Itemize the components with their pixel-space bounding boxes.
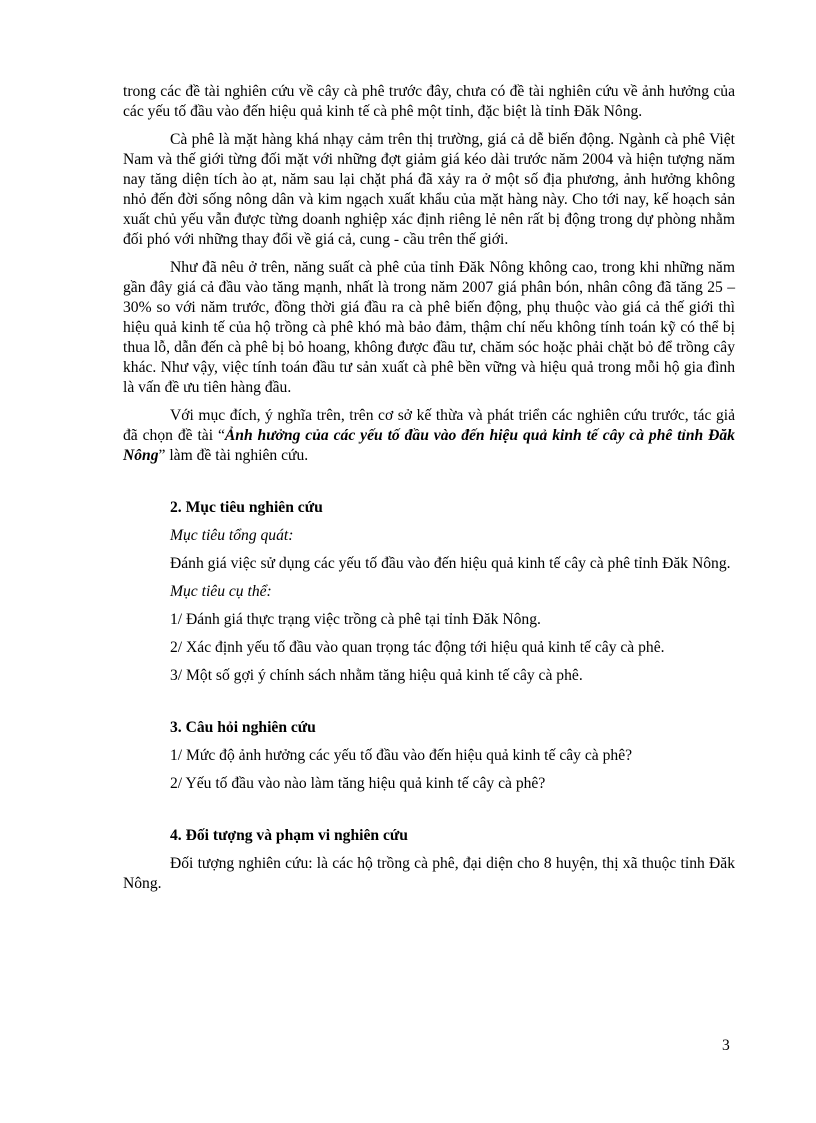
general-objective-text: Đánh giá việc sử dụng các yếu tố đầu vào đến hiệu quả kinh tế cây cà phê tỉnh Đăk Nông. bbox=[170, 555, 731, 572]
research-subject-text: Đối tượng nghiên cứu: là các hộ trồng cà phê, đại diện cho 8 huyện, thị xã thuộc tỉnh Đăk Nông. bbox=[123, 855, 735, 892]
paragraph-topic-selection bbox=[123, 406, 735, 466]
objective-item: 1/ Đánh giá thực trạng việc trồng cà phê tại tỉnh Đăk Nông. bbox=[170, 611, 541, 628]
section-3-heading: 3. Câu hỏi nghiên cứu bbox=[170, 719, 316, 736]
objective-item: 3/ Một số gợi ý chính sách nhằm tăng hiệu quả kinh tế cây cà phê. bbox=[170, 667, 583, 684]
section-4-heading: 4. Đối tượng và phạm vi nghiên cứu bbox=[170, 827, 408, 844]
question-item: 2/ Yếu tố đầu vào nào làm tăng hiệu quả kinh tế cây cà phê? bbox=[170, 775, 546, 792]
document-page bbox=[123, 82, 735, 894]
paragraph-productivity: Như đã nêu ở trên, năng suất cà phê của tỉnh Đăk Nông không cao, trong khi những năm gần đây giá cả đầu vào tăng mạnh, nhất là trong năm 2007 giá phân bón, nhân công đã tăng 25 – 30% so với năm trước, đồng thời giá đầu ra cà phê biến động, phụ thuộc vào giá cả thế giới thì hiệu quả kinh tế của hộ trồng cà phê khó mà bảo đảm, thậm chí nếu không tính toán kỹ có thể bị thua lỗ, dẫn đến cà phê bị bỏ hoang, không được đầu tư, chăm sóc hoặc phải chặt bỏ để trồng cây khác. Như vậy, việc tính toán đầu tư sản xuất cà phê bền vững và hiệu quả trong mỗi hộ gia đình là vấn đề ưu tiên hàng đầu. bbox=[123, 259, 735, 396]
paragraph-intro-continued: trong các đề tài nghiên cứu về cây cà phê trước đây, chưa có đề tài nghiên cứu về ảnh hưởng của các yếu tố đầu vào đến hiệu quả kinh tế cà phê một tỉnh, đặc biệt là tỉnh Đăk Nông. bbox=[123, 83, 735, 120]
specific-objective-label: Mục tiêu cụ thể: bbox=[170, 583, 272, 600]
objective-item: 2/ Xác định yếu tố đầu vào quan trọng tác động tới hiệu quả kinh tế cây cà phê. bbox=[170, 639, 665, 656]
section-2-heading: 2. Mục tiêu nghiên cứu bbox=[170, 499, 323, 516]
general-objective-label: Mục tiêu tổng quát: bbox=[170, 527, 294, 544]
topic-title: Ảnh hưởng của các yếu tố đầu vào đến hiệu quả kinh tế cây cà phê tỉnh Đăk Nông bbox=[123, 427, 735, 464]
paragraph-market-sensitivity: Cà phê là mặt hàng khá nhạy cảm trên thị trường, giá cả dễ biến động. Ngành cà phê Việt Nam và thế giới từng đối mặt với những đợt giảm giá kéo dài trước năm 2004 và hiện tượng năm nay tăng diện tích ào ạt, năm sau lại chặt phá đã xảy ra ở một số địa phương, ảnh hưởng không nhỏ đến đời sống nông dân và kim ngạch xuất khẩu của mặt hàng này. Cho tới nay, kế hoạch sản xuất chủ yếu vẫn được từng doanh nghiệp xác định riêng lẻ nên rất bị động trong dự phòng nhằm đối phó với những thay đổi về giá cả, cung - cầu trên thế giới. bbox=[123, 131, 735, 248]
topic-text-b: ” làm đề tài nghiên cứu. bbox=[158, 447, 309, 464]
question-item: 1/ Mức độ ảnh hưởng các yếu tố đầu vào đến hiệu quả kinh tế cây cà phê? bbox=[170, 747, 633, 764]
topic-text-a: Với mục đích, ý nghĩa trên, trên cơ sở kế thừa và phát triển các nghiên cứu trước, tác giả đã chọn đề tài “ bbox=[123, 407, 735, 444]
page-number: 3 bbox=[722, 1037, 730, 1054]
